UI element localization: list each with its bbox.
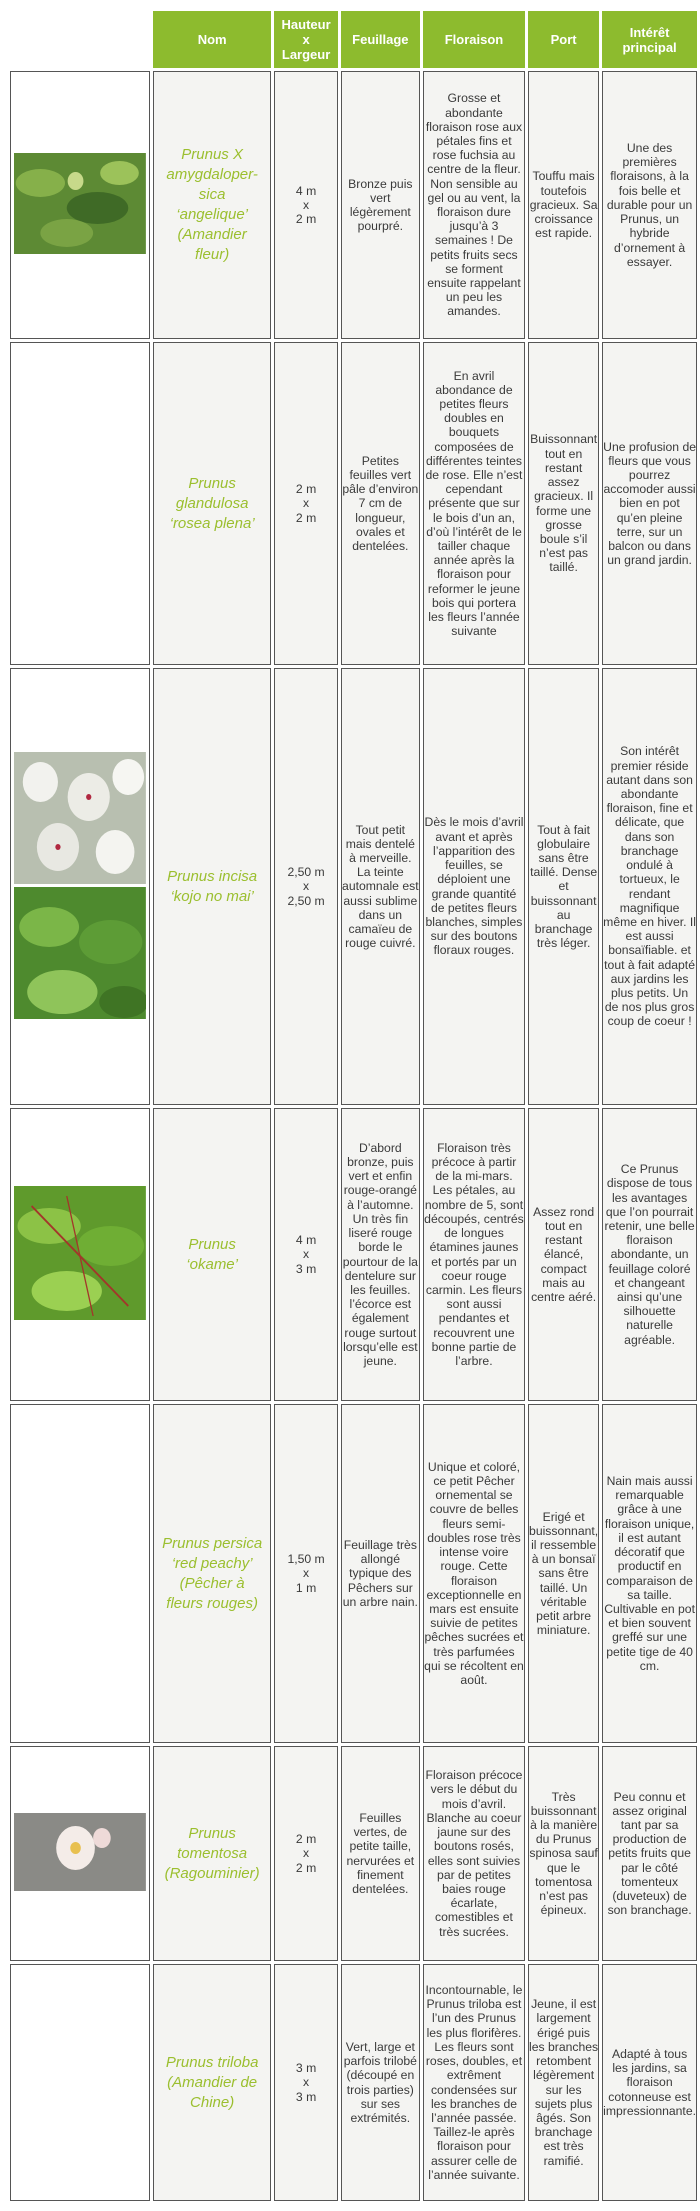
floraison-text: Dès le mois d’avril avant et après l’apparition des feuilles, se déploient une grande quantité de petites fleurs blanches, simples sur des boutons floraux rouges. xyxy=(423,668,525,1105)
header-feuillage: Feuillage xyxy=(341,11,420,68)
header-hauteur-line3: Largeur xyxy=(281,47,331,62)
plant-name xyxy=(153,1746,272,1961)
dimension-width: 2 m xyxy=(295,212,317,227)
plant-name xyxy=(153,668,272,1105)
table-row xyxy=(10,668,697,1105)
plant-name-line: fleur) xyxy=(195,246,230,263)
dimensions xyxy=(274,1964,337,2201)
interet-text: Son intérêt premier réside autant dans son abondante floraison, fine et délicate, que dans son branchage ondulé à tortueux, le rendant magnifique même en hiver. Il est aussi bonsaïfiable. et tout à fait adapté aux jardins les plus petits. Un de nos plus gros coup de coeur ! xyxy=(602,668,697,1105)
port-text: Assez rond tout en restant élancé, compact mais au centre aéré. xyxy=(528,1108,599,1401)
dimension-separator: x xyxy=(303,879,310,894)
plant-name-line: Prunus triloba xyxy=(165,2053,259,2071)
plant-name xyxy=(153,1964,272,2201)
plant-name-line: (Pêcher à xyxy=(179,1574,245,1592)
floraison-text: Unique et coloré, ce petit Pêcher ornemental se couvre de belles fleurs semi-doubles rose très intense voire rouge. Cette floraison exceptionnelle en mars est ensuite suivie de petites pêches sucrées et très parfumées qui se récoltent en août. xyxy=(423,1404,525,1743)
header-port: Port xyxy=(528,11,599,68)
header-hauteur-line1: Hauteur xyxy=(281,17,331,32)
header-nom: Nom xyxy=(153,11,272,68)
plant-photo-leaves xyxy=(14,1186,146,1320)
dimension-height: 3 m xyxy=(295,2061,317,2076)
port-text: Très buissonnant à la manière du Prunus spinosa sauf que le tomentosa n’est pas épineux. xyxy=(528,1746,599,1961)
plant-name xyxy=(153,1108,272,1401)
plant-name-line: ‘rosea plena’ xyxy=(169,514,255,532)
port-text: Touffu mais toutefois gracieux. Sa croissance est rapide. xyxy=(528,71,599,339)
dimension-width: 2 m xyxy=(295,510,317,525)
photo-cell xyxy=(10,1964,150,2201)
plant-photo-leaves xyxy=(14,887,146,1019)
plant-name-line: (Amandier de xyxy=(167,2073,258,2091)
plant-name xyxy=(153,71,272,339)
plant-name-line: amygdaloper- xyxy=(166,166,258,183)
plant-name-line: Prunus xyxy=(188,474,236,492)
dimensions xyxy=(274,342,337,665)
table-row xyxy=(10,1746,697,1961)
dimension-height: 2,50 m xyxy=(287,865,325,880)
plant-name-line: (Ragouminier) xyxy=(164,1864,260,1882)
floraison-text: Incontournable, le Prunus triloba est l’un des Prunus les plus florifères. Les fleurs sont roses, doubles, et extrêment condensées sur les branches de l’année passée. Taillez-le après floraison pour assurer celle de l’année suivante. xyxy=(423,1964,525,2201)
feuillage-text: Petites feuilles vert pâle d’environ 7 cm de longueur, ovales et dentelées. xyxy=(341,342,420,665)
plant-name-line: Prunus xyxy=(188,1235,236,1253)
header-row xyxy=(10,11,697,68)
feuillage-text: Feuillage très allongé typique des Pêchers sur un arbre nain. xyxy=(341,1404,420,1743)
dimensions xyxy=(274,1108,337,1401)
plant-name-line: ‘angelique’ xyxy=(176,206,248,223)
feuillage-text: Feuilles vertes, de petite taille, nervurées et finement dentelées. xyxy=(341,1746,420,1961)
photo-cell xyxy=(10,71,150,339)
dimension-width: 1 m xyxy=(295,1580,317,1595)
dimension-height: 4 m xyxy=(295,183,317,198)
plant-name-line: ‘okame’ xyxy=(186,1255,238,1273)
photo-cell xyxy=(10,668,150,1105)
table-row xyxy=(10,342,697,665)
table-row xyxy=(10,1964,697,2201)
plant-name-line: glandulosa xyxy=(175,494,249,512)
interet-text: Ce Prunus dispose de tous les avantages que l’on pourrait retenir, une belle floraison abondante, un feuillage coloré et changeant ainsi qu’une silhouette naturelle agréable. xyxy=(602,1108,697,1401)
header-interet xyxy=(602,11,697,68)
plant-photo-foliage xyxy=(14,153,146,254)
dimension-height: 2 m xyxy=(295,1832,317,1847)
dimension-width: 2 m xyxy=(295,1860,317,1875)
plant-name-line: sica xyxy=(198,186,226,203)
plant-name-line: Prunus incisa xyxy=(167,867,258,885)
interet-text: Peu connu et assez original tant par sa production de petits fruits que par le côté tomenteux (duveteux) de son branchage. xyxy=(602,1746,697,1961)
plant-name xyxy=(153,342,272,665)
feuillage-text: Tout petit mais dentelé à merveille. La teinte automnale est aussi sublime dans un camaïeu de rouge cuivré. xyxy=(341,668,420,1105)
table-row xyxy=(10,71,697,339)
dimension-height: 1,50 m xyxy=(287,1552,325,1567)
dimension-width: 3 m xyxy=(295,2089,317,2104)
floraison-text: Floraison précoce vers le début du mois d’avril. Blanche au coeur jaune sur des boutons rosés, elles sont suivies par de petites baies rouge écarlate, comestibles et très sucrées. xyxy=(423,1746,525,1961)
floraison-text: En avril abondance de petites fleurs doubles en bouquets composées de différentes teintes de rose. Elle n’est cependant présente que sur le bois d’un an, d’où l’intérêt de le tailler chaque année après la floraison pour reformer le jeune bois qui portera les fleurs l’année suivante xyxy=(423,342,525,665)
interet-text: Une des premières floraisons, à la fois belle et durable pour un Prunus, un hybride d’ornement à essayer. xyxy=(602,71,697,339)
dimension-separator: x xyxy=(303,496,310,511)
photo-cell xyxy=(10,1108,150,1401)
dimensions xyxy=(274,668,337,1105)
photo-cell xyxy=(10,342,150,665)
floraison-text: Floraison très précoce à partir de la mi-mars. Les pétales, au nombre de 5, sont découpés, centrés de longues étamines jaunes et portés par un coeur rouge carmin. Les fleurs sont aussi pendantes et recouvrent une bonne partie de l’arbre. xyxy=(423,1108,525,1401)
dimensions xyxy=(274,71,337,339)
header-hauteur-line2: x xyxy=(302,32,310,47)
port-text: Buissonnant tout en restant assez gracieux. Il forme une grosse boule s’il n’est pas taillé. xyxy=(528,342,599,665)
port-text: Tout à fait globulaire sans être taillé. Dense et buissonnant au branchage très léger. xyxy=(528,668,599,1105)
plant-name xyxy=(153,1404,272,1743)
dimensions xyxy=(274,1404,337,1743)
port-text: Jeune, il est largement érigé puis les branches retombent légèrement sur les sujets plus âgés. Son branchage est très ramifié. xyxy=(528,1964,599,2201)
plant-photo-flower xyxy=(14,1813,146,1891)
floraison-text: Grosse et abondante floraison rose aux pétales fins et rose fuchsia au centre de la fleur. Non sensible au gel ou au vent, la floraison dure jusqu’à 3 semaines ! De petits fruits secs se forment ensuite rappelant un peu les amandes. xyxy=(423,71,525,339)
dimension-height: 4 m xyxy=(295,1233,317,1248)
plant-name-line: Prunus X xyxy=(181,146,243,163)
feuillage-text: D’abord bronze, puis vert et enfin rouge-orangé à l’automne. Un très fin liseré rouge borde le pourtour de la dentelure sur les feuilles. l’écorce est également rouge surtout lorsqu’elle est jeune. xyxy=(341,1108,420,1401)
header-floraison: Floraison xyxy=(423,11,525,68)
header-interet-line2: principal xyxy=(622,39,677,55)
interet-text: Adapté à tous les jardins, sa floraison cotonneuse est impressionnante. xyxy=(602,1964,697,2201)
dimension-separator: x xyxy=(303,2075,310,2090)
feuillage-text: Vert, large et parfois trilobé (découpé en trois parties) sur ses extrémités. xyxy=(341,1964,420,2201)
dimension-width: 2,50 m xyxy=(287,893,325,908)
prunus-comparison-table xyxy=(7,8,700,2204)
photo-cell xyxy=(10,1746,150,1961)
header-corner xyxy=(10,11,150,68)
plant-name-line: tomentosa xyxy=(177,1844,248,1862)
plant-name-line: fleurs rouges) xyxy=(166,1594,258,1612)
plant-name-line: (Amandier xyxy=(177,226,247,243)
dimension-separator: x xyxy=(303,1247,310,1262)
dimension-height: 2 m xyxy=(295,482,317,497)
table-row xyxy=(10,1404,697,1743)
photo-cell xyxy=(10,1404,150,1743)
plant-name-line: Prunus persica xyxy=(162,1534,263,1552)
header-interet-line1: Intérêt xyxy=(629,24,670,40)
plant-name-line: ‘red peachy’ xyxy=(171,1554,253,1572)
dimension-width: 3 m xyxy=(295,1261,317,1276)
plant-name-line: ‘kojo no mai’ xyxy=(170,887,254,905)
feuillage-text: Bronze puis vert légèrement pourpré. xyxy=(341,71,420,339)
dimension-separator: x xyxy=(303,1846,310,1861)
plant-name-line: Prunus xyxy=(188,1824,236,1842)
port-text: Erigé et buissonnant, il ressemble à un bonsaï sans être taillé. Un véritable petit arbre miniature. xyxy=(528,1404,599,1743)
table-row xyxy=(10,1108,697,1401)
dimension-separator: x xyxy=(303,1566,310,1581)
dimension-separator: x xyxy=(303,197,310,212)
plant-name-line: Chine) xyxy=(190,2093,235,2111)
plant-photo-white-flowers xyxy=(14,752,146,884)
header-hauteur-largeur xyxy=(274,11,337,68)
interet-text: Une profusion de fleurs que vous pourrez accomoder aussi bien en pot qu’en pleine terre, sur un balcon ou dans un grand jardin. xyxy=(602,342,697,665)
dimensions xyxy=(274,1746,337,1961)
interet-text: Nain mais aussi remarquable grâce à une floraison unique, il est autant décoratif que productif en comparaison de sa taille. Cultivable en pot et bien souvent greffé sur une petite tige de 40 cm. xyxy=(602,1404,697,1743)
